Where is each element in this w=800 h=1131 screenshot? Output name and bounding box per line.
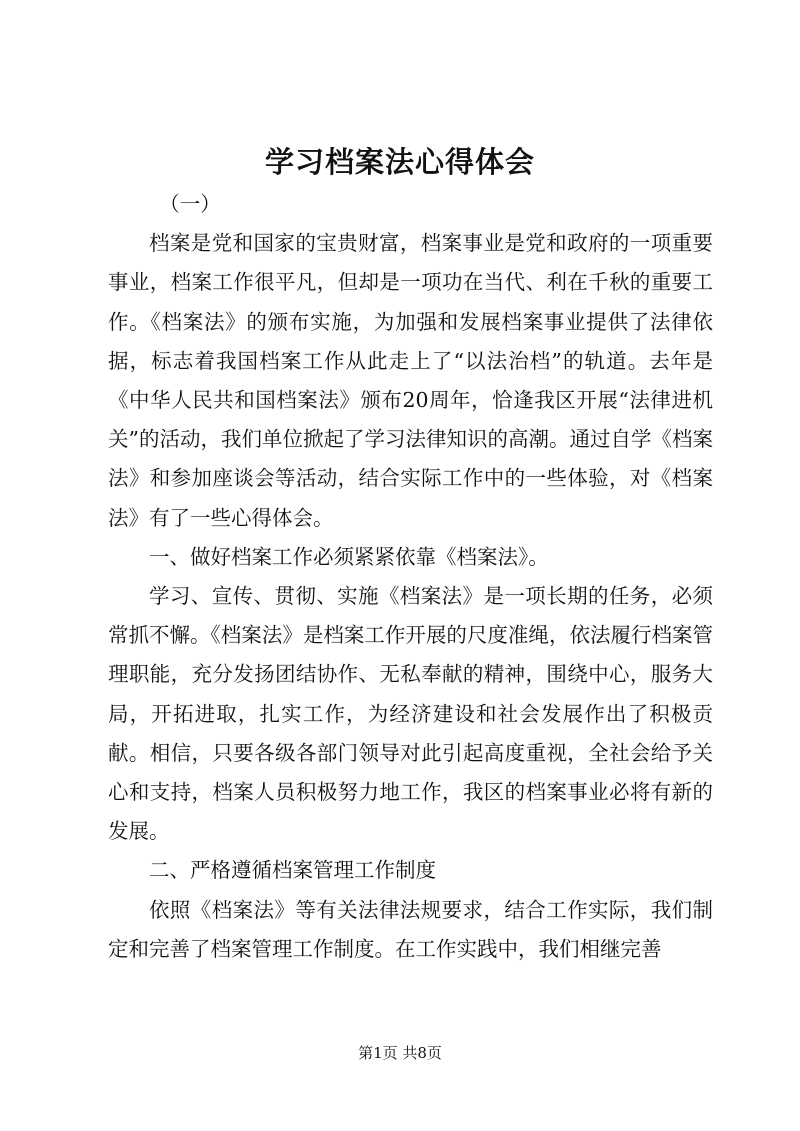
heading-section-2: 二、严格遵循档案管理工作制度 xyxy=(149,858,436,883)
paragraph-section-1: 学习、宣传、贯彻、实施《档案法》是一项长期的任务，必须常抓不懈。《档案法》是档案工作开展的尺度准绳，依法履行档案管理职能，充分发扬团结协作、无私奉献的精神，围绕中心，服务大局，开拓进取，扎实工作，为经济建设和社会发展作出了积极贡献。相信，只要各级各部门领导对此引起高度重视，全社会给予关心和支持，档案人员积极努力地工作，我区的档案事业必将有新的发展。 xyxy=(108,584,713,844)
document-body xyxy=(108,185,713,969)
section-label: （一） xyxy=(159,192,221,216)
page-title: 学习档案法心得体会 xyxy=(264,145,535,179)
paragraph-intro: 档案是党和国家的宝贵财富，档案事业是党和政府的一项重要事业，档案工作很平凡，但却是一项功在当代、利在千秋的重要工作。《档案法》的颁布实施，为加强和发展档案事业提供了法律依据，标志着我国档案工作从此走上了“以法治档”的轨道。去年是《中华人民共和国档案法》颁布20周年，恰逢我区开展“法律进机关”的活动，我们单位掀起了学习法律知识的高潮。通过自学《档案法》和参加座谈会等活动，结合实际工作中的一些体验，对《档案法》有了一些心得体会。 xyxy=(108,231,713,530)
page-footer: 第1页 共8页 xyxy=(358,1044,442,1062)
heading-section-1: 一、做好档案工作必须紧紧依靠《档案法》。 xyxy=(149,544,549,569)
paragraph-section-2: 依照《档案法》等有关法律法规要求，结合工作实际，我们制定和完善了档案管理工作制度。在工作实践中，我们相继完善 xyxy=(108,897,713,961)
